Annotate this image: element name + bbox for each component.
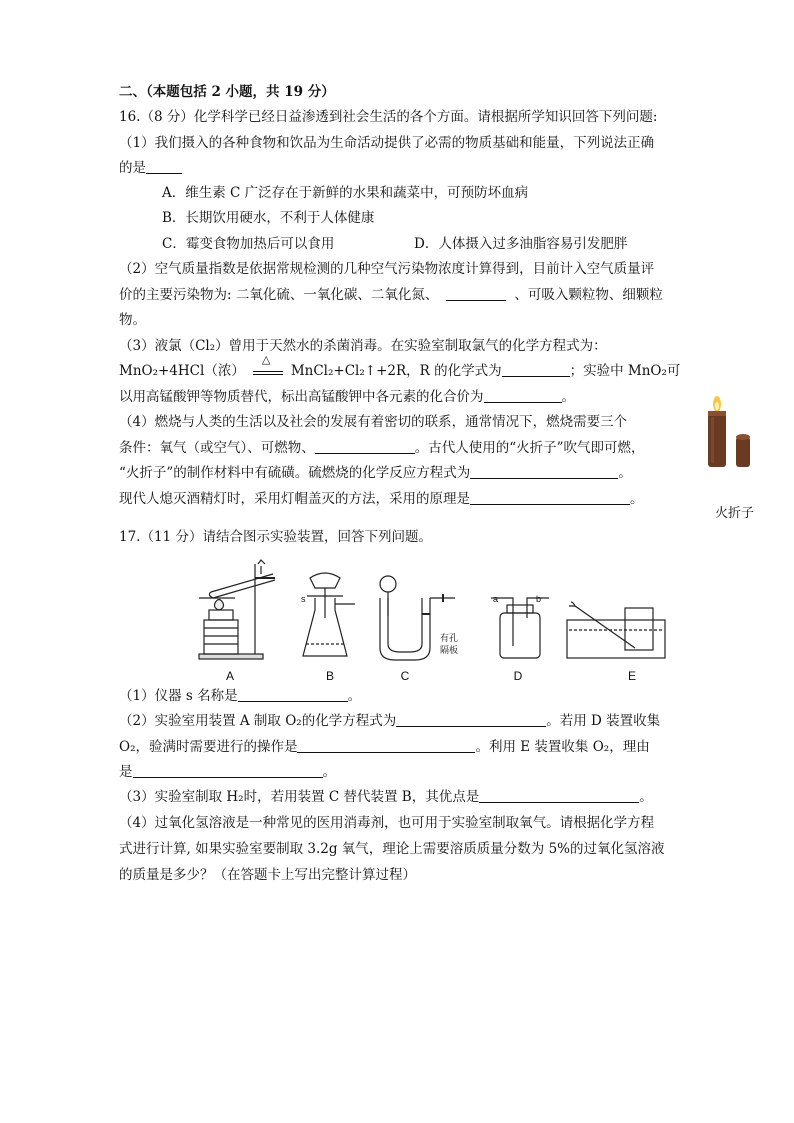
period: 。 [322,764,336,780]
answer-blank[interactable] [315,439,415,454]
apparatus-d [491,598,549,658]
apparatus-label-e: E [627,669,636,683]
q16-part1-text: 的是 [119,160,146,176]
q16-intro: 16.（8 分）化学科学已经日益渗透到社会生活的各个方面。请根据所学知识回答下列问题: [119,109,658,125]
apparatus-b [303,573,355,656]
q17-part2-text2: 。若用 D 装置收集 [546,713,661,729]
equation-tail: ；实验中 MnO₂可 [569,363,681,379]
q16-part3-line3 [119,387,575,407]
q16-part4-line4 [119,489,644,509]
section-title: 二、（本题包括 2 小题，共 19 分） [119,84,335,100]
q16-option-a: A．维生素 C 广泛存在于新鲜的水果和蔬菜中，可预防坏血病 [162,185,529,201]
q16-part2-text: 价的主要污染物为: 二氧化硫、一氧化碳、二氧化氮、 [119,287,439,303]
q17-part1-text: （1）仪器 s 名称是 [119,688,238,704]
q17-part2-line1 [119,711,660,731]
apparatus-e [567,602,665,658]
apparatus-label-a: A [225,669,234,683]
apparatus-label-c: C [400,669,410,683]
q16-option-c: C．霉变食物加热后可以食用 [162,236,335,252]
apparatus-label-b: B [325,669,334,683]
q17-part2-text5: 是 [119,764,133,780]
q16-part2-text2: 、可吸入颗粒物、细颗粒 [514,287,663,303]
answer-blank[interactable] [502,362,570,377]
q16-part4-text4: 现代人熄灭酒精灯时，采用灯帽盖灭的方法，采用的原理是 [119,491,470,507]
q17-intro: 17.（11 分）请结合图示实验装置，回答下列问题。 [119,529,432,545]
answer-blank[interactable] [146,159,182,174]
q17-part2-text: （2）实验室用装置 A 制取 O₂的化学方程式为 [119,713,397,729]
period: 。 [347,688,362,704]
label-perforated-plate-1: 有孔 [440,633,459,643]
fire-stick-illustration [700,395,760,475]
answer-blank[interactable] [484,388,562,403]
answer-blank[interactable] [470,490,630,505]
q17-part4-line1: （4）过氧化氢溶液是一种常见的医用消毒剂，也可用于实验室制取氧气。请根据化学方程 [119,815,655,831]
q16-part4-line1: （4）燃烧与人类的生活以及社会的发展有着密切的联系，通常情况下，燃烧需要三个 [119,414,628,430]
answer-blank[interactable] [470,464,618,479]
q17-part2-text3: O₂，验满时需要进行的操作是 [119,739,298,755]
q16-part4-text: 条件：氧气（或空气）、可燃物、 [119,440,315,456]
label-b: b [536,594,542,604]
q16-part3-line1: （3）液氯（Cl₂）曾用于天然水的杀菌消毒。在实验室制取氯气的化学方程式为： [119,338,607,354]
q17-part2-text4: 。利用 E 装置收集 O₂，理由 [475,739,650,755]
q16-option-b: B．长期饮用硬水，不利于人体健康 [162,210,375,226]
answer-blank[interactable] [396,712,546,727]
answer-blank[interactable] [446,286,506,301]
q16-part4-line3 [119,463,632,483]
q16-option-d: D．人体摄入过多油脂容易引发肥胖 [414,236,628,252]
answer-blank[interactable] [238,687,348,702]
q16-part4-text3: “火折子”的制作材料中有硫磺。硫燃烧的化学反应方程式为 [119,465,471,481]
answer-blank[interactable] [297,738,475,753]
label-perforated-plate-2: 隔板 [440,645,459,655]
q17-part4-line3: 的质量是多少？（在答题卡上写出完整计算过程） [119,867,416,883]
label-a: a [493,594,499,604]
answer-blank[interactable] [133,763,323,778]
reaction-heat-sign [253,353,283,375]
q17-part3-text: （3）实验室制取 H₂时，若用装置 C 替代装置 B，其优点是 [119,789,480,805]
apparatus-a [199,560,275,659]
fire-stick-caption: 火折子 [715,505,755,520]
label-s: s [301,594,306,604]
q16-part4-text2: 。古代人使用的“火折子”吹气即可燃， [414,440,645,456]
q17-part2-line2 [119,737,650,757]
equation-left: MnO₂+4HCl（浓） [119,363,245,379]
q16-part4-line2 [119,438,645,458]
answer-blank[interactable] [479,788,639,803]
delta-symbol: △ [261,353,271,366]
q16-part2-line1: （2）空气质量指数是依据常规检测的几种空气污染物浓度计算得到，目前计入空气质量评 [119,261,655,277]
period: 。 [639,789,653,805]
period: 。 [630,491,644,507]
q16-part3-equation [119,353,681,381]
q16-part1-line1: （1）我们摄入的各种食物和饮品为生命活动提供了必需的物质基础和能量，下列说法正确 [119,135,655,151]
q16-part3-text: 以用高锰酸钾等物质替代，标出高锰酸钾中各元素的化合价为 [119,389,484,405]
q16-part2-line3: 物。 [119,312,146,328]
q17-part3 [119,787,653,807]
q17-part1 [119,686,361,706]
apparatus-label-d: D [513,669,523,683]
period: 。 [618,465,632,481]
q16-part1-line2 [119,158,182,178]
q17-part4-line2: 式进行计算, 如果实验室要制取 3.2g 氧气，理论上需要溶质质量分数为 5%的过氧化氢溶液 [119,841,665,857]
equation-right: MnCl₂+Cl₂↑+2R，R 的化学式为 [290,363,502,379]
period: 。 [561,389,575,405]
q17-part2-line3 [119,762,336,782]
q16-part2-line2 [119,285,663,305]
